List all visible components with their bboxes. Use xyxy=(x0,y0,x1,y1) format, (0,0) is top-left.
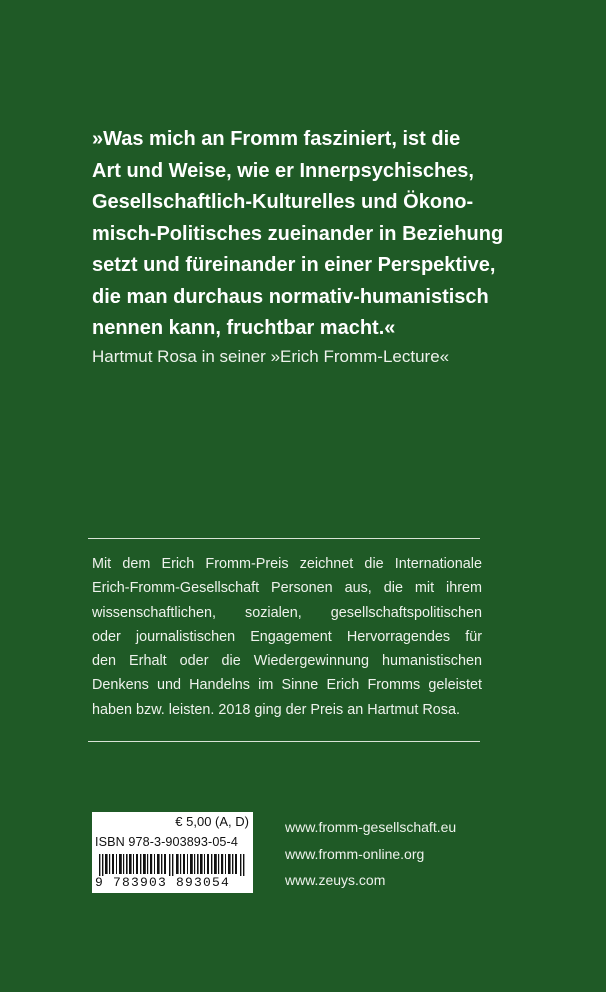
link-fromm-gesellschaft[interactable]: www.fromm-gesellschaft.eu xyxy=(285,819,457,835)
description-line: wissenschaftlichen, sozialen, gesellschaftspolitischen xyxy=(92,604,482,621)
barcode-label xyxy=(92,812,253,893)
ean-number: 9 783903 893054 xyxy=(95,875,231,890)
quote-line: misch-Politisches zueinander in Beziehung xyxy=(92,222,504,245)
description-line: haben bzw. leisten. 2018 ging der Preis an Hartmut Rosa. xyxy=(92,701,460,718)
price-label: € 5,00 (A, D) xyxy=(175,814,249,829)
description-line: Erich-Fromm-Gesellschaft Personen aus, die mit ihrem xyxy=(92,580,482,597)
quote-line: Art und Weise, wie er Innerpsychisches, xyxy=(92,159,474,182)
quote-line: »Was mich an Fromm fasziniert, ist die xyxy=(92,128,461,150)
quote-line: die man durchaus normativ-humanistisch xyxy=(92,285,489,308)
description-paragraph xyxy=(92,552,482,722)
link-zeuys[interactable]: www.zeuys.com xyxy=(285,872,386,888)
quote-attribution: Hartmut Rosa in seiner »Erich Fromm-Lecture« xyxy=(92,347,450,366)
description-line: den Erhalt oder die Wiedergewinnung humanistischen xyxy=(92,653,482,670)
divider-top xyxy=(88,538,480,539)
barcode-icon xyxy=(95,854,250,876)
back-cover-quote xyxy=(92,124,532,345)
divider-bottom xyxy=(88,741,480,742)
quote-line: Gesellschaftlich-Kulturelles und Ökono- xyxy=(92,191,474,213)
link-fromm-online[interactable]: www.fromm-online.org xyxy=(285,845,425,862)
website-links xyxy=(285,814,456,894)
quote-line: nennen kann, fruchtbar macht.« xyxy=(92,317,396,339)
quote-line: setzt und füreinander in einer Perspektive, xyxy=(92,254,496,276)
description-line: Mit dem Erich Fromm-Preis zeichnet die Internationale xyxy=(92,556,482,572)
isbn-label: ISBN 978-3-903893-05-4 xyxy=(95,835,238,849)
description-line: oder journalistischen Engagement Hervorragendes für xyxy=(92,628,482,645)
description-line: Denkens und Handelns im Sinne Erich Fromms geleistet xyxy=(92,677,482,694)
